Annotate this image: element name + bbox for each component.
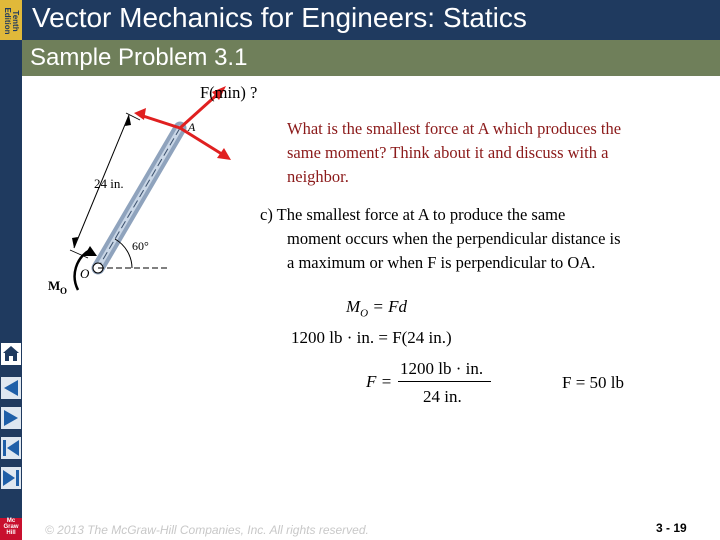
force-arrow-right	[180, 128, 225, 156]
equation-1	[346, 297, 407, 319]
answer-line-2: moment occurs when the perpendicular distance is	[287, 229, 621, 248]
edition-label: Tenth Edition	[3, 7, 20, 35]
eq1-sub: O	[360, 307, 369, 320]
question-line-1: What is the smallest force at A which produces the	[287, 119, 622, 138]
answer-line-3: a maximum or when F is perpendicular to OA.	[287, 253, 596, 272]
last-slide-icon[interactable]	[0, 466, 22, 490]
page-title: Vector Mechanics for Engineers: Statics	[32, 2, 527, 33]
section-title: Sample Problem 3.1	[30, 44, 248, 71]
moment-label: M	[48, 278, 61, 293]
edition-badge	[0, 0, 22, 40]
question-line-2: same moment? Think about it and discuss with a	[287, 143, 609, 162]
distance-label: 24 in.	[94, 176, 124, 191]
home-icon[interactable]	[0, 342, 22, 366]
result-equation: F = 50 lb	[562, 373, 625, 392]
subheader-bar	[22, 40, 720, 76]
equation-2: 1200 lb · in. = F(24 in.)	[291, 328, 452, 347]
lever-diagram	[40, 80, 280, 305]
fmin-label: F(min) ?	[200, 83, 258, 102]
moment-subscript: O	[60, 286, 68, 296]
next-slide-icon[interactable]	[0, 406, 22, 430]
logo-text: Mc Graw Hill	[3, 518, 19, 536]
eq1-lhs: M	[346, 297, 361, 316]
answer-line-1: c) The smallest force at A to produce the same	[260, 205, 566, 224]
header-bar	[22, 0, 720, 40]
force-arrow-left	[140, 115, 180, 128]
point-a-label: A	[188, 120, 196, 134]
point-o-label: O	[80, 266, 90, 281]
first-slide-icon[interactable]	[0, 436, 22, 460]
eq1-rhs: = Fd	[368, 297, 407, 316]
equation-3-lhs: F =	[366, 372, 393, 391]
copyright-text: © 2013 The McGraw-Hill Companies, Inc. All rights reserved.	[45, 523, 369, 537]
question-line-3: neighbor.	[287, 167, 349, 186]
equation-3-numerator: 1200 lb · in.	[400, 359, 484, 378]
equation-3-denominator: 24 in.	[423, 387, 462, 406]
fraction-bar	[398, 381, 491, 382]
angle-label: 60°	[132, 239, 149, 253]
mcgraw-hill-logo	[0, 518, 22, 540]
previous-slide-icon[interactable]	[0, 376, 22, 400]
page-number: 3 - 19	[656, 521, 687, 535]
